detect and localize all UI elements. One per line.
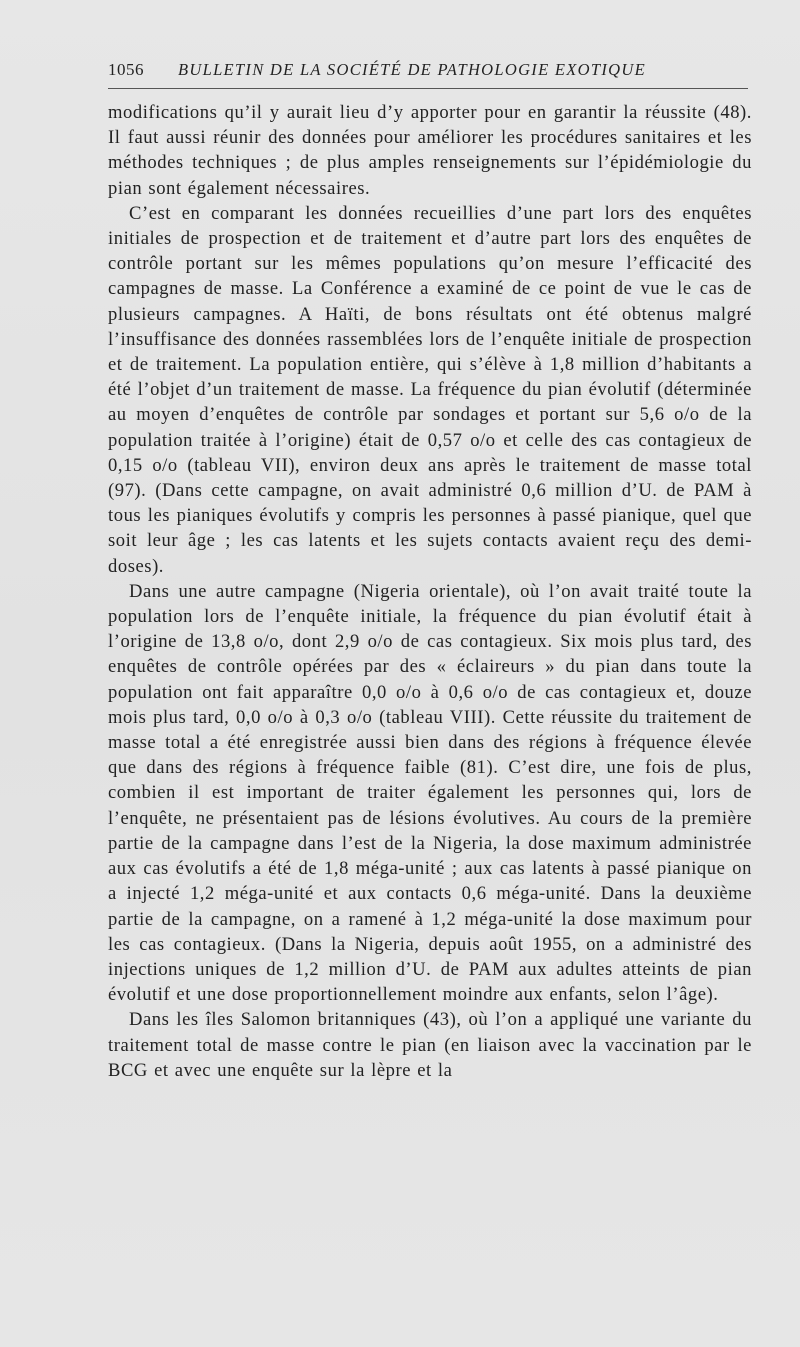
paragraph-haiti: C’est en comparant les données recueillies d’une part lors des enquêtes initiales de prospection et de traitement et d’autre part lors des enquêtes de contrôle portant sur les mêmes populations qu’on mesure l’efficacité des campagnes de masse. La Conférence a examiné de ce point de vue le cas de plusieurs campagnes. A Haïti, de bons résultats ont été obtenus malgré l’insuffisance des données rassemblées lors de l’enquête initiale de prospection et de traitement. La population entière, qui s’élève à 1,8 million d’habitants a été l’objet d’un traitement de masse. La fréquence du pian évolutif (déterminée au moyen d’enquêtes de contrôle par sondages et portant sur 5,6 o/o de la population traitée à l’origine) était de 0,57 o/o et celle des cas contagieux de 0,15 o/o (tableau VII), environ deux ans après le traitement de masse total (97). (Dans cette campagne, on avait administré 0,6 million d’U. de PAM à tous les pianiques évolutifs y compris les personnes à passé pianique, quel que soit leur âge ; les cas latents et les sujets contacts avaient reçu des demi-doses).	[108, 202, 752, 577]
paragraph-salomon: Dans les îles Salomon britanniques (43), où l’on a appliqué une variante du traitement total de masse contre le pian (en liaison avec la vaccination par le BCG et avec une enquête sur la lèpre et la	[108, 1009, 752, 1081]
running-title: BULLETIN DE LA SOCIÉTÉ DE PATHOLOGIE EXOTIQUE	[178, 60, 646, 79]
body-text	[108, 100, 752, 1083]
paragraph-nigeria: Dans une autre campagne (Nigeria orientale), où l’on avait traité toute la population lors de l’enquête initiale, la fréquence du pian évolutif était à l’origine de 13,8 o/o, dont 2,9 o/o de cas contagieux. Six mois plus tard, des enquêtes de contrôle opérées par des « éclaireurs » du pian dans toute la population ont fait apparaître 0,0 o/o à 0,6 o/o de cas contagieux et, douze mois plus tard, 0,0 o/o à 0,3 o/o (tableau VIII). Cette réussite du traitement de masse total a été enregistrée aussi bien dans des régions à fréquence élevée que dans des régions à fréquence faible (81). C’est dire, une fois de plus, combien il est important de traiter également les personnes qui, lors de l’enquête, ne présentaient pas de lésions évolutives. Au cours de la première partie de la campagne dans l’est de la Nigeria, la dose maximum administrée aux cas évolutifs a été de 1,8 méga-unité ; aux cas latents à passé pianique on a injecté 1,2 méga-unité et aux contacts 0,6 méga-unité. Dans la deuxième partie de la campagne, on a ramené à 1,2 méga-unité la dose maximum pour les cas contagieux. (Dans la Nigeria, depuis août 1955, on a administré des injections uniques de 1,2 million d’U. de PAM aux adultes atteints de pian évolutif et une dose proportionnellement moindre aux enfants, selon l’âge).	[108, 580, 752, 1006]
header-rule	[108, 88, 748, 89]
paragraph-continued: modifications qu’il y aurait lieu d’y apporter pour en garantir la réussite (48). Il faut aussi réunir des données pour améliorer les procédures sanitaires et les méthodes techniques ; de plus amples renseignements sur l’épidémiologie du pian sont également nécessaires.	[108, 102, 752, 199]
page-number: 1056	[108, 60, 144, 79]
page-header	[108, 60, 748, 86]
